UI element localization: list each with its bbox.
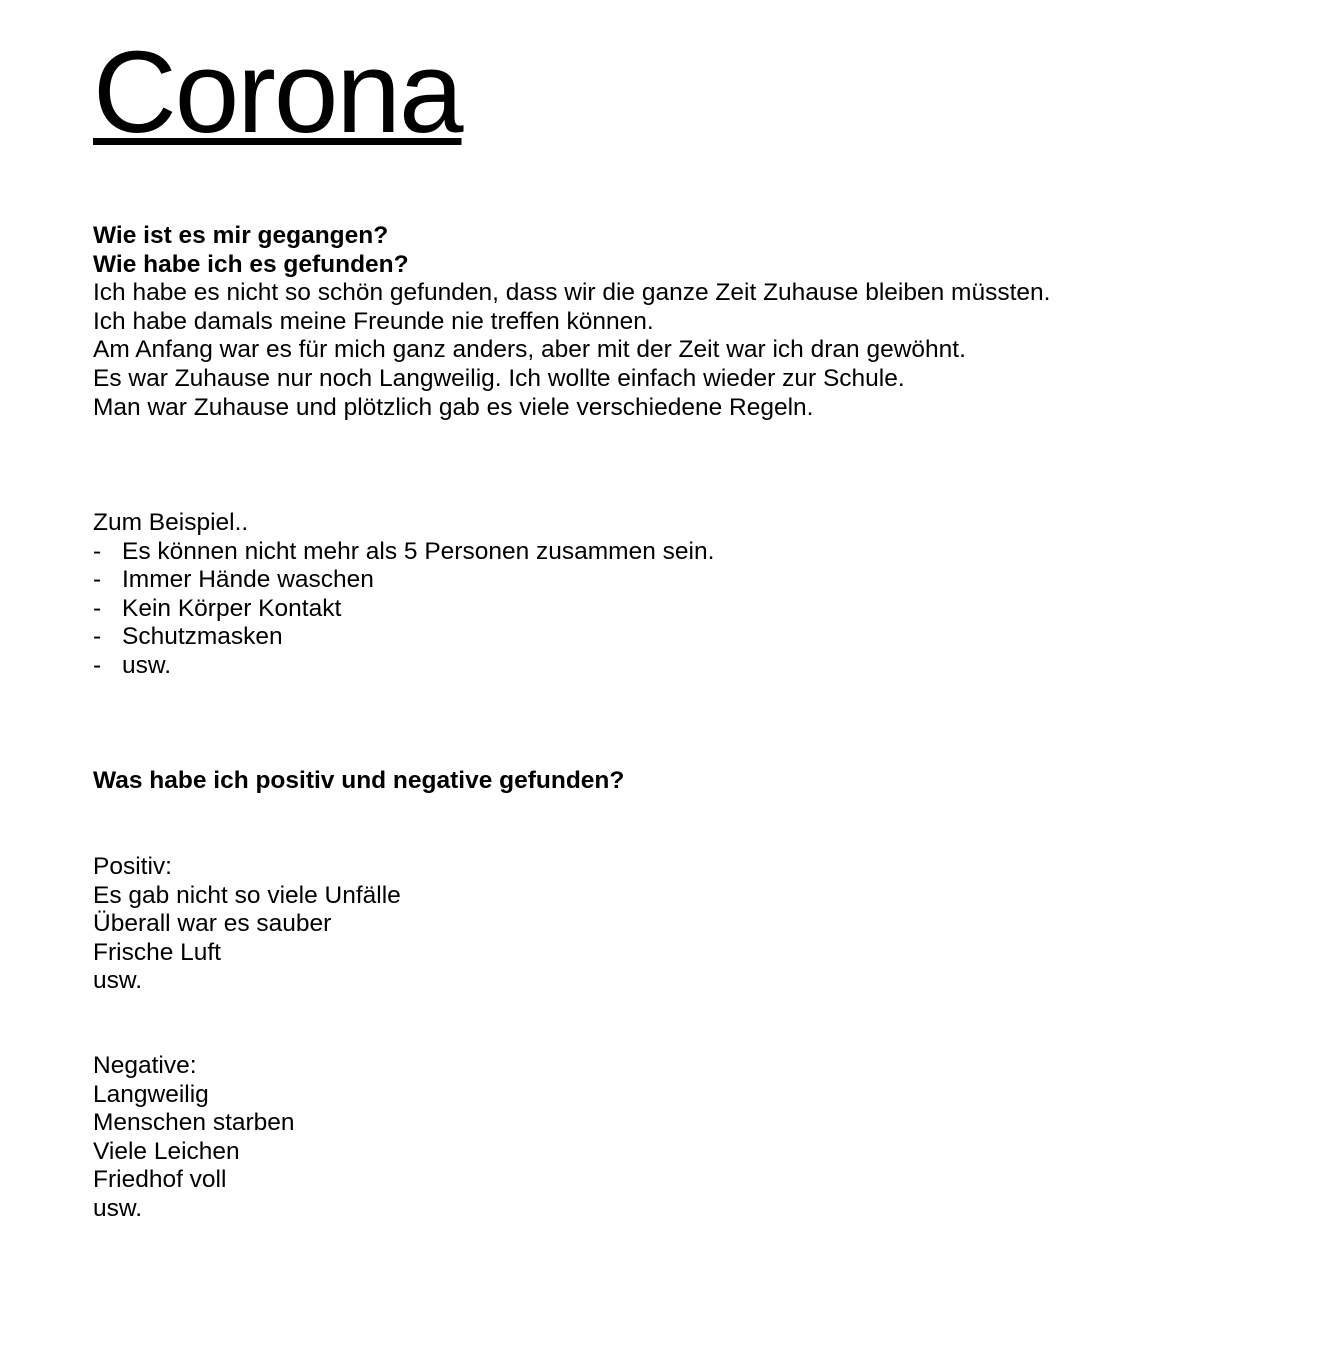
negative-item: Menschen starben bbox=[93, 1109, 295, 1137]
list-item-text: Kein Körper Kontakt bbox=[122, 594, 342, 622]
paragraph-line: Ich habe es nicht so schön gefunden, dass wir die ganze Zeit Zuhause bleiben müssten. bbox=[93, 279, 1051, 307]
negative-item: Viele Leichen bbox=[93, 1137, 240, 1165]
positive-item: Frische Luft bbox=[93, 938, 221, 966]
list-item bbox=[93, 595, 714, 624]
list-item-text: Es können nicht mehr als 5 Personen zusammen sein. bbox=[122, 537, 715, 565]
list-item-text: Schutzmasken bbox=[122, 623, 283, 651]
dash-bullet: - bbox=[93, 537, 102, 565]
list-item bbox=[93, 538, 714, 567]
section-heading-block bbox=[93, 767, 624, 796]
dash-bullet: - bbox=[93, 594, 102, 622]
dash-bullet: - bbox=[93, 566, 102, 594]
list-item bbox=[93, 652, 714, 681]
question-line: Wie habe ich es gefunden? bbox=[93, 250, 409, 278]
example-intro: Zum Beispiel.. bbox=[93, 509, 249, 536]
positive-item: Es gab nicht so viele Unfälle bbox=[93, 881, 401, 909]
negative-item: usw. bbox=[93, 1194, 143, 1222]
paragraph-line: Am Anfang war es für mich ganz anders, aber mit der Zeit war ich dran gewöhnt. bbox=[93, 336, 966, 364]
list-item bbox=[93, 623, 714, 652]
positive-label: Positiv: bbox=[93, 853, 172, 880]
list-item-text: Immer Hände waschen bbox=[122, 566, 374, 594]
paragraph-line: Ich habe damals meine Freunde nie treffen können. bbox=[93, 307, 654, 335]
paragraph-line: Es war Zuhause nur noch Langweilig. Ich wollte einfach wieder zur Schule. bbox=[93, 364, 905, 392]
positive-section bbox=[93, 853, 401, 996]
negative-item: Langweilig bbox=[93, 1080, 209, 1108]
negative-section bbox=[93, 1052, 295, 1224]
intro-questions bbox=[93, 222, 1050, 422]
question-line: Wie ist es mir gegangen? bbox=[93, 222, 389, 249]
dash-bullet: - bbox=[93, 623, 102, 651]
paragraph-line: Man war Zuhause und plötzlich gab es viele verschiedene Regeln. bbox=[93, 393, 814, 421]
list-item-text: usw. bbox=[122, 651, 172, 679]
dash-bullet: - bbox=[93, 651, 102, 679]
negative-item: Friedhof voll bbox=[93, 1166, 227, 1194]
negative-label: Negative: bbox=[93, 1052, 197, 1079]
section-heading: Was habe ich positiv und negative gefunden? bbox=[93, 767, 625, 794]
positive-item: Überall war es sauber bbox=[93, 910, 332, 938]
list-item bbox=[93, 566, 714, 595]
example-section bbox=[93, 509, 714, 681]
positive-item: usw. bbox=[93, 967, 143, 995]
page-title: Corona bbox=[93, 27, 462, 157]
